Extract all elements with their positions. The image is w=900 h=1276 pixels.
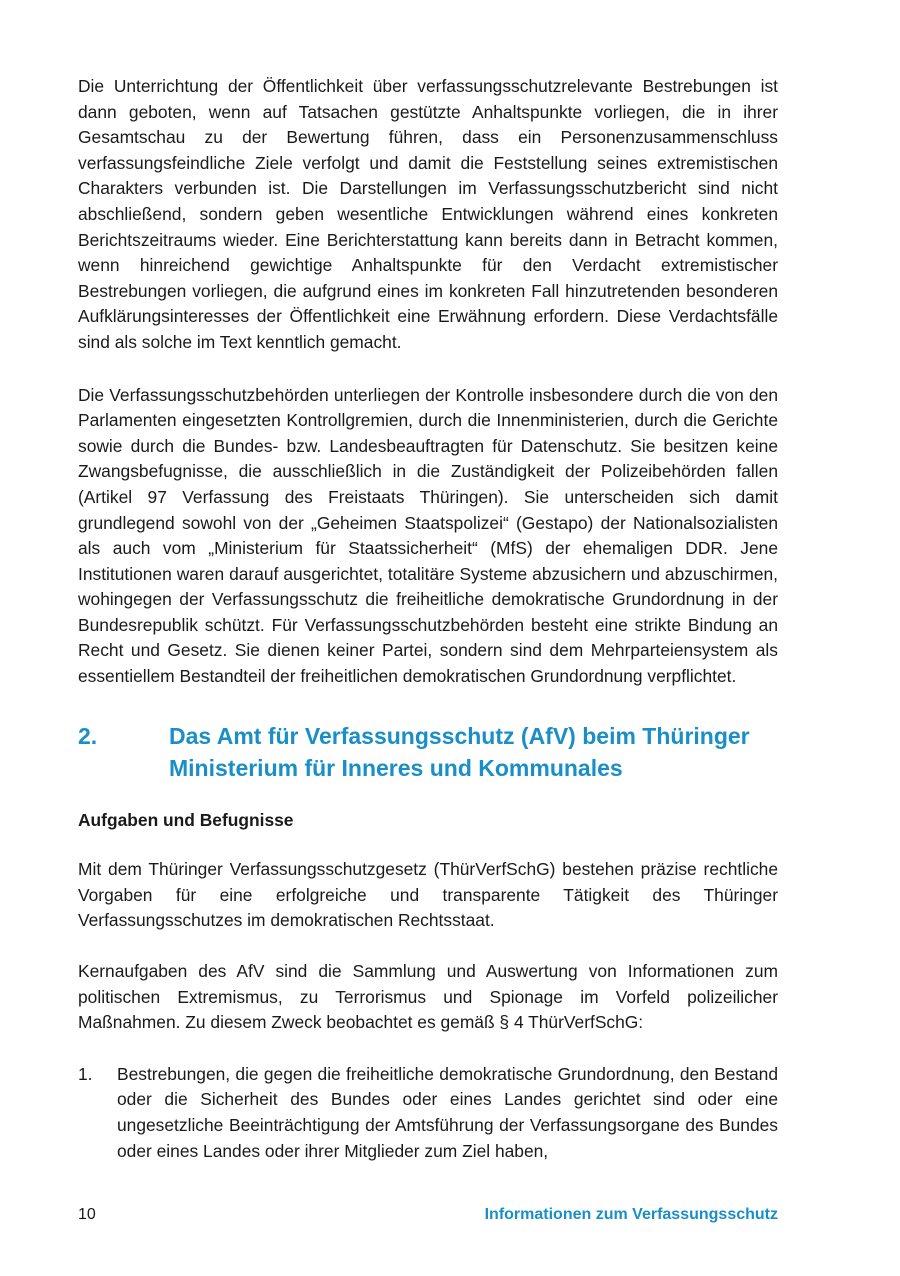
section-title-line-2: Ministerium für Inneres und Kommunales [169, 754, 623, 781]
section-title [169, 720, 778, 784]
list-item [78, 1062, 778, 1164]
paragraph-public-information: Die Unterrichtung der Öffentlichkeit über verfassungsschutzrelevante Bestrebungen ist dann geboten, wenn auf Tatsachen gestützte Anhaltspunkte vorliegen, die in ihrer Gesamtschau zu der Bewertung führen, dass ein Personenzusammenschluss verfassungsfeindliche Ziele verfolgt und damit die Feststellung seines extremistischen Charakters verbunden ist. Die Darstellungen im Verfassungsschutzbericht sind nicht abschließend, sondern geben wesentliche Entwicklungen während eines konkreten Berichtszeitraums wieder. Eine Berichterstattung kann bereits dann in Betracht kommen, wenn hinreichend gewichtige Anhaltspunkte für den Verdacht extremistischer Bestrebungen vorliegen, die aufgrund eines im konkreten Fall hinzutretenden besonderen Aufklärungsinteresses der Öffentlichkeit eine Erwähnung erfordern. Diese Verdachtsfälle sind als solche im Text kenntlich gemacht. [78, 76, 778, 352]
page-number: 10 [78, 1206, 96, 1223]
list-item-number: 1. [78, 1063, 93, 1084]
section-number: 2. [78, 722, 98, 749]
subheading-tasks: Aufgaben und Befugnisse [78, 809, 294, 830]
paragraph-oversight: Die Verfassungsschutzbehörden unterliegen der Kontrolle insbesondere durch die von den Parlamenten eingesetzten Kontrollgremien, durch die Innenministerien, durch die Gerichte sowie durch die Bundes- bzw. Landesbeauftragten für Datenschutz. Sie besitzen keine Zwangsbefugnisse, die ausschließlich in die Zuständigkeit der Polizeibehörden fallen (Artikel 97 Verfassung des Freistaats Thüringen). Sie unterscheiden sich damit grundlegend sowohl von der „Geheimen Staatspolizei“ (Gestapo) der Nationalsozialisten als auch vom „Ministerium für Staatssicherheit“ (MfS) der ehemaligen DDR. Jene Institutionen waren darauf ausgerichtet, totalitäre Systeme abzusichern und abzuschirmen, wohingegen der Verfassungsschutz die freiheitliche demokratische Grundordnung in der Bundesrepublik schützt. Für Verfassungsschutzbehörden besteht eine strikte Bindung an Recht und Gesetz. Sie dienen keiner Partei, sondern sind dem Mehrparteiensystem als essentiellem Bestandteil der freiheitlichen demokratischen Grundordnung verpflichtet. [78, 384, 778, 687]
section-heading [78, 720, 778, 784]
paragraph-legal-basis: Mit dem Thüringer Verfassungsschutzgesetz (ThürVerfSchG) bestehen präzise rechtliche Vorgaben für eine erfolgreiche und transparente Tätigkeit des Thüringer Verfassungsschutzes im demokratischen Rechtsstaat. [78, 859, 778, 931]
section-title-line-1: Das Amt für Verfassungsschutz (AfV) beim Thüringer [169, 722, 750, 749]
page-content [78, 70, 778, 1164]
paragraph-core-tasks: Kernaufgaben des AfV sind die Sammlung und Auswertung von Informationen zum politischen Extremismus, zu Terrorismus und Spionage im Vorfeld polizeilicher Maßnahmen. Zu diesem Zweck beobachtet es gemäß § 4 ThürVerfSchG: [78, 961, 778, 1033]
list-item-text: Bestrebungen, die gegen die freiheitliche demokratische Grundordnung, den Bestand oder die Sicherheit des Bundes oder eines Landes gerichtet sind oder eine ungesetzliche Beeinträchtigung der Amtsführung der Verfassungsorgane des Bundes oder eines Landes oder ihrer Mitglieder zum Ziel haben, [117, 1063, 778, 1161]
page-footer [78, 1204, 778, 1226]
footer-title: Informationen zum Verfassungsschutz [484, 1206, 778, 1223]
task-list [78, 1062, 778, 1164]
